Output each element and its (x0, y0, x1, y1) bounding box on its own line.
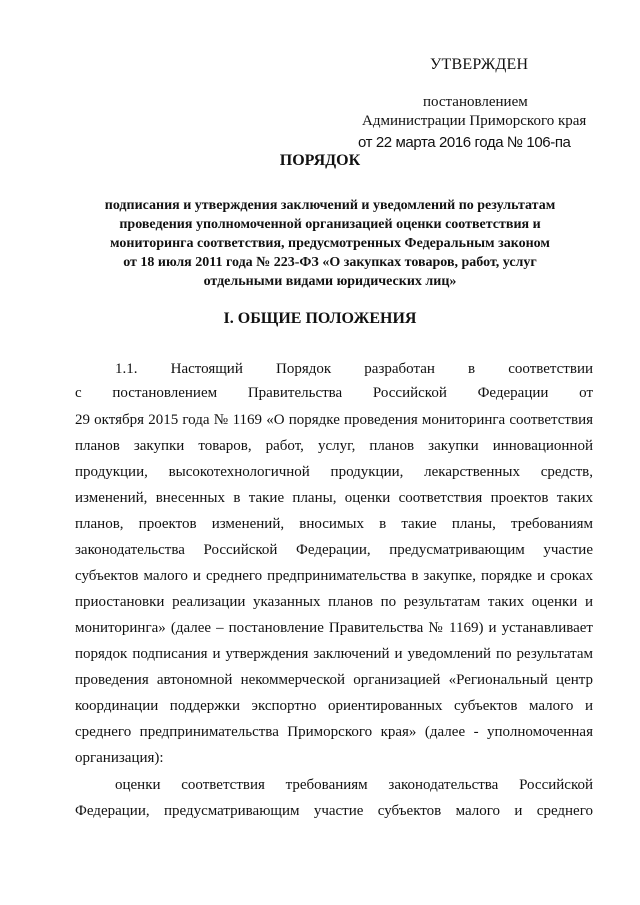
section-heading: I. ОБЩИЕ ПОЛОЖЕНИЯ (223, 310, 417, 327)
body-line: продукции, высокотехнологичной продукции, лекарственных средств, (75, 464, 593, 480)
body-line: проведения автономной некоммерческой организацией «Региональный центр (75, 672, 593, 688)
document-title: ПОРЯДОК (279, 152, 361, 169)
body-line: законодательства Российской Федерации, предусматривающим участие (75, 542, 593, 558)
body-line: с постановлением Правительства Российской Федерации от (75, 385, 593, 401)
approval-stamp-title: УТВЕРЖДЕН (430, 56, 529, 73)
subtitle-line: мониторинга соответствия, предусмотренных Федеральным законом (110, 236, 550, 251)
subtitle-line: отдельными видами юридических лиц» (203, 274, 457, 289)
approval-by-resolution: постановлением (423, 94, 528, 110)
approval-authority: Администрации Приморского края (362, 113, 587, 129)
body-line: Федерации, предусматривающим участие субъектов малого и среднего (75, 803, 593, 819)
body-line: субъектов малого и среднего предпринимательства в закупке, порядке и сроках (75, 568, 593, 584)
body-line: приостановки реализации указанных планов по результатам таких оценки и (75, 594, 593, 610)
body-line: планов закупки товаров, работ, услуг, планов закупки инновационной (75, 438, 593, 454)
body-line: координации поддержки экспортно ориентированных субъектов малого и (75, 698, 593, 714)
body-line: организация): (75, 750, 164, 766)
approval-date-number: от 22 марта 2016 года № 106-па (358, 134, 571, 151)
body-line: планов, проектов изменений, вносимых в такие планы, требованиям (75, 516, 593, 532)
document-subtitle (60, 196, 600, 291)
body-line: изменений, внесенных в такие планы, оценки соответствия проектов таких (75, 490, 593, 506)
body-line: оценки соответствия требованиям законодательства Российской (115, 777, 593, 793)
body-line: порядок подписания и утверждения заключений и уведомлений по результатам (75, 646, 593, 662)
subtitle-line: проведения уполномоченной организацией оценки соответствия и (119, 217, 541, 232)
subtitle-line: подписания и утверждения заключений и уведомлений по результатам (104, 198, 556, 213)
body-line: 29 октября 2015 года № 1169 «О порядке проведения мониторинга соответствия (75, 412, 593, 428)
body-line: мониторинга» (далее – постановление Правительства № 1169) и устанавливает (75, 620, 593, 636)
body-line: 1.1. Настоящий Порядок разработан в соответствии (115, 361, 593, 377)
subtitle-line: от 18 июля 2011 года № 223-ФЗ «О закупках товаров, работ, услуг (123, 255, 537, 270)
body-line: среднего предпринимательства Приморского края» (далее - уполномоченная (75, 724, 593, 740)
